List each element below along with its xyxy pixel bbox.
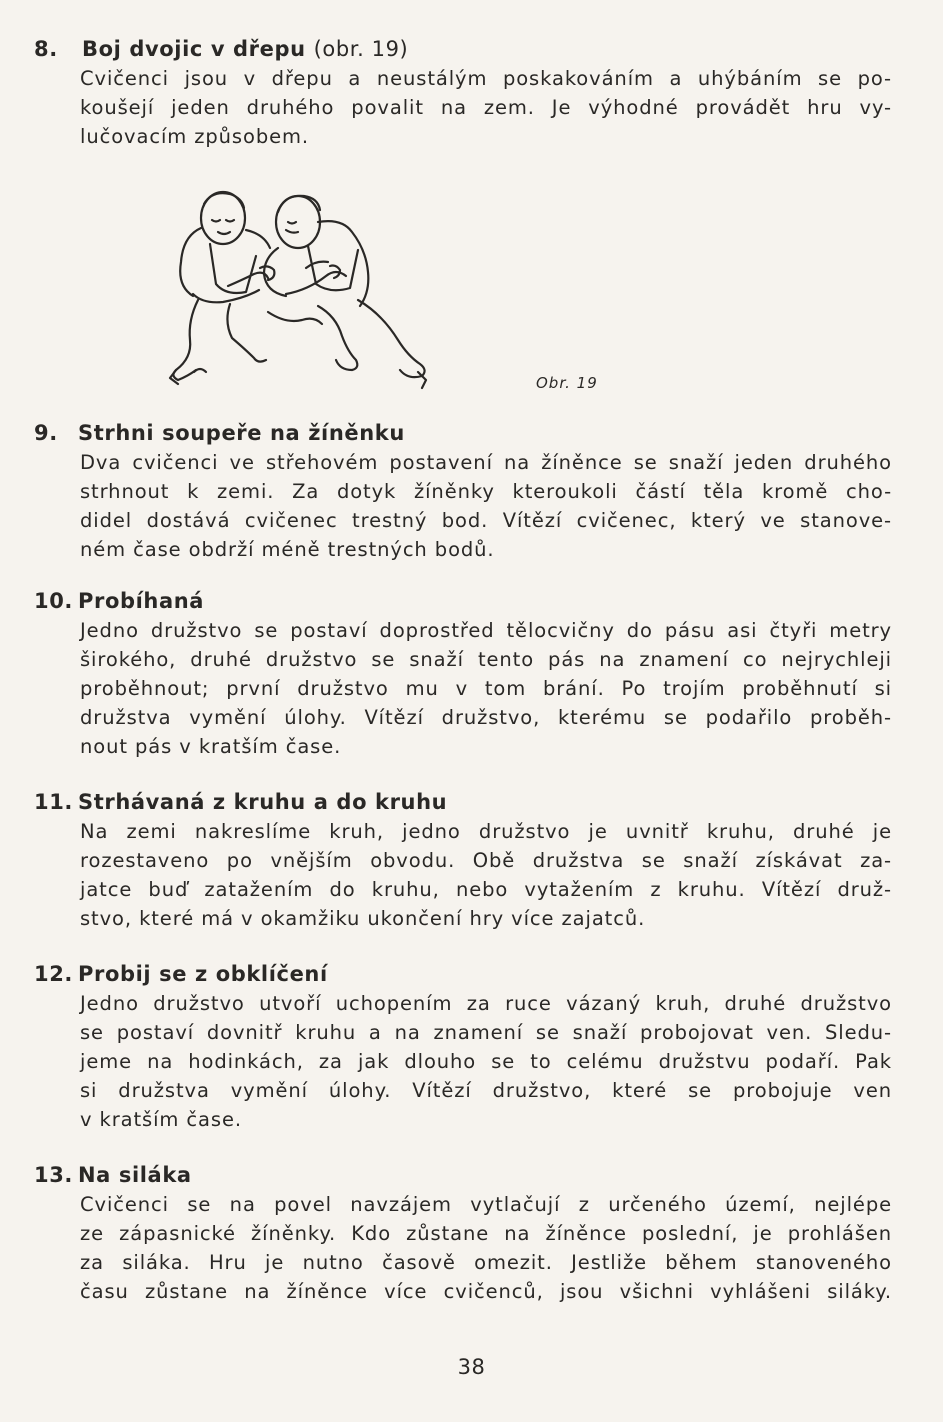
text-line: Cvičenci se na povel navzájem vytlačují z určeného území, nejlépe <box>80 1193 892 1216</box>
section-body <box>80 1190 892 1306</box>
section-heading <box>34 1160 904 1190</box>
section-10 <box>34 586 904 761</box>
figure-reference: (obr. 19) <box>313 37 409 61</box>
text-line: družstva vymění úlohy. Vítězí družstvo, kterému se podařilo proběh- <box>80 706 892 729</box>
section-body <box>80 64 892 151</box>
section-8 <box>34 34 904 151</box>
section-number: 12. <box>34 962 74 986</box>
section-number: 10. <box>34 589 74 613</box>
section-title: Probíhaná <box>78 589 205 613</box>
section-title: Probij se z obklíčení <box>78 962 328 986</box>
text-line: za siláka. Hru je nutno časově omezit. Jestliže během stanoveného <box>80 1251 892 1274</box>
section-heading <box>34 787 904 817</box>
section-number: 11. <box>34 790 74 814</box>
text-line: koušejí jeden druhého povalit na zem. Je výhodné provádět hru vy- <box>80 96 892 119</box>
text-line: v kratším čase. <box>80 1108 242 1131</box>
text-line: stvo, které má v okamžiku ukončení hry více zajatců. <box>80 907 646 930</box>
wrestlers-illustration <box>168 182 478 394</box>
section-12 <box>34 959 904 1134</box>
text-line: lučovacím způsobem. <box>80 125 309 148</box>
section-title: Strhávaná z kruhu a do kruhu <box>78 790 448 814</box>
wrestlers-icon <box>168 182 478 394</box>
text-line: jatce buď zatažením do kruhu, nebo vytažením z kruhu. Vítězí druž- <box>80 878 892 901</box>
section-body <box>80 989 892 1134</box>
section-heading <box>34 34 904 64</box>
text-line: didel dostává cvičenec trestný bod. Vítězí cvičenec, který ve stanove- <box>80 509 892 532</box>
text-line: strhnout k zemi. Za dotyk žíněnky kteroukoli částí těla kromě cho- <box>80 480 892 503</box>
text-line: nout pás v kratším čase. <box>80 735 342 758</box>
text-line: se postaví dovnitř kruhu a na znamení se snaží probojovat ven. Sledu- <box>80 1021 892 1044</box>
section-9 <box>34 418 904 564</box>
text-line: Cvičenci jsou v dřepu a neustálým poskakováním a uhýbáním se po- <box>80 67 892 90</box>
section-number: 13. <box>34 1163 74 1187</box>
section-title: Strhni soupeře na žíněnku <box>78 421 405 445</box>
section-body <box>80 817 892 933</box>
text-line: Dva cvičenci ve střehovém postavení na žíněnce se snaží jeden druhého <box>80 451 892 474</box>
section-title: Na siláka <box>78 1163 192 1187</box>
text-line: času zůstane na žíněnce více cvičenců, jsou všichni vyhlášeni siláky. <box>80 1280 892 1303</box>
text-line: ze zápasnické žíněnky. Kdo zůstane na žíněnce poslední, je prohlášen <box>80 1222 892 1245</box>
section-13 <box>34 1160 904 1306</box>
section-heading <box>34 418 904 448</box>
figure-caption: Obr. 19 <box>536 374 598 392</box>
text-line: rozestaveno po vnějším obvodu. Obě družstva se snaží získávat za- <box>80 849 892 872</box>
section-heading <box>34 586 904 616</box>
text-line: Na zemi nakreslíme kruh, jedno družstvo je uvnitř kruhu, druhé je <box>80 820 892 843</box>
text-line: širokého, druhé družstvo se snaží tento pás na znamení co nejrychleji <box>80 648 892 671</box>
section-body <box>80 448 892 564</box>
page-number: 38 <box>457 1355 486 1379</box>
text-line: jeme na hodinkách, za jak dlouho se to celému družstvu podaří. Pak <box>80 1050 892 1073</box>
text-line: Jedno družstvo utvoří uchopením za ruce vázaný kruh, druhé družstvo <box>80 992 892 1015</box>
text-line: Jedno družstvo se postaví doprostřed tělocvičny do pásu asi čtyři metry <box>80 619 892 642</box>
section-11 <box>34 787 904 933</box>
section-number: 9. <box>34 421 58 445</box>
section-body <box>80 616 892 761</box>
section-title: Boj dvojic v dřepu <box>82 37 306 61</box>
text-line: proběhnout; první družstvo mu v tom brání. Po trojím proběhnutí si <box>80 677 892 700</box>
section-heading <box>34 959 904 989</box>
text-line: ném čase obdrží méně trestných bodů. <box>80 538 495 561</box>
section-number: 8. <box>34 37 58 61</box>
text-line: si družstva vymění úlohy. Vítězí družstvo, které se probojuje ven <box>80 1079 892 1102</box>
